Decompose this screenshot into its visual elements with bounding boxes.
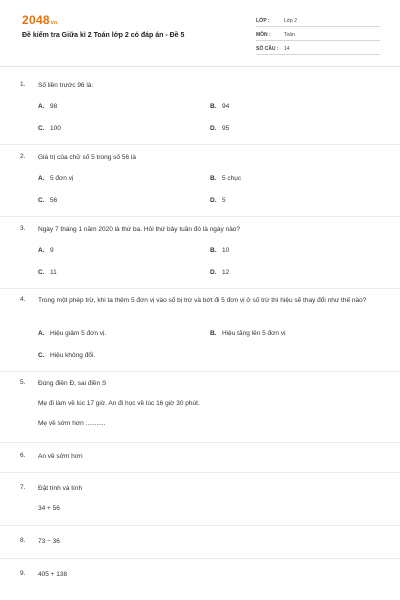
question-divider [0,442,400,443]
question-divider [0,472,400,473]
option-letter: B. [210,330,217,337]
question-text: Trong một phép trừ, khi ta thêm 5 đơn vị vào số bị trừ và bớt đi 5 đơn vị ở số trừ thì hiệu sẽ thay đổi như thế nào? [38,297,367,304]
site-logo[interactable] [22,13,57,27]
question-number: 7. [20,484,26,491]
meta-value: Toán [284,32,295,38]
option-letter: C. [38,352,45,359]
option-b[interactable] [210,330,286,337]
option-text: 95 [222,125,230,132]
option-d[interactable] [210,269,229,276]
question-divider [0,525,400,526]
option-text: 100 [50,125,61,132]
option-text: 5 chục [222,175,242,182]
meta-value: Lớp 2 [284,18,298,24]
exam-title: Đề kiểm tra Giữa kì 2 Toán lớp 2 có đáp án - Đề 5 [22,32,185,39]
page-header [0,0,400,66]
meta-label: SỐ CÂU : [256,46,279,52]
meta-row-subject [256,29,380,41]
question-text: Số liền trước 96 là: [38,82,94,89]
question-number: 8. [20,537,26,544]
question-divider [0,144,400,145]
option-b[interactable] [210,247,229,254]
question-number: 1. [20,81,26,88]
option-b[interactable] [210,175,241,182]
option-text: 5 [222,197,226,204]
option-a[interactable] [38,175,73,182]
option-text: 5 đơn vị [50,175,74,182]
question-divider [0,371,400,372]
option-text: 98 [50,103,58,110]
option-letter: A. [38,330,45,337]
option-a[interactable] [38,247,54,254]
option-c[interactable] [38,125,61,132]
option-letter: A. [38,175,45,182]
option-text: 9 [50,247,54,254]
question-text: 73 − 36 [38,538,60,545]
meta-row-class [256,15,380,27]
meta-row-count [256,43,380,55]
option-letter: B. [210,103,217,110]
option-text: 94 [222,103,230,110]
option-text: Hiệu không đổi. [50,352,96,359]
question-divider [0,558,400,559]
question-number: 2. [20,153,26,160]
question-number: 4. [20,296,26,303]
question-text: Giá trị của chữ số 5 trong số 56 là [38,154,136,161]
option-letter: C. [38,197,45,204]
option-letter: B. [210,247,217,254]
option-a[interactable] [38,330,106,337]
question-number: 5. [20,379,26,386]
logo-sub: vn [50,20,58,26]
option-text: Hiệu tăng lên 5 đơn vị [222,330,286,337]
option-text: 56 [50,197,58,204]
option-c[interactable] [38,269,57,276]
question-text: 405 + 138 [38,571,68,578]
meta-label: LỚP : [256,18,270,24]
meta-label: MÔN : [256,32,271,38]
question-text: Ngày 7 tháng 1 năm 2020 là thứ ba. Hỏi thứ bảy tuần đó là ngày nào? [38,226,241,233]
option-letter: D. [210,125,217,132]
option-text: Hiệu giảm 5 đơn vị. [50,330,107,337]
logo-main: 2048 [22,13,50,27]
option-letter: B. [210,175,217,182]
question-divider [0,288,400,289]
option-a[interactable] [38,103,57,110]
question-line: Mẹ đi làm về lúc 17 giờ. An đi học về lúc 16 giờ 30 phút. [38,400,200,407]
option-letter: C. [38,269,45,276]
question-text: Đúng điền Đ, sai điền S [38,380,107,387]
option-d[interactable] [210,125,229,132]
question-line: 34 + 56 [38,505,60,512]
option-text: 12 [222,269,230,276]
option-b[interactable] [210,103,229,110]
question-divider [0,216,400,217]
question-number: 3. [20,225,26,232]
option-text: 10 [222,247,230,254]
option-letter: A. [38,103,45,110]
option-c[interactable] [38,197,57,204]
option-letter: D. [210,197,217,204]
option-text: 11 [50,269,57,276]
option-letter: D. [210,269,217,276]
question-text: Đặt tính và tính [38,485,83,492]
option-c[interactable] [38,352,95,359]
option-d[interactable] [210,197,226,204]
question-number: 6. [20,452,26,459]
option-letter: C. [38,125,45,132]
question-number: 9. [20,570,26,577]
question-text: An về sớm hơn [38,453,83,460]
option-letter: A. [38,247,45,254]
header-divider [0,66,400,67]
meta-value: 14 [284,46,290,52]
question-line: Mẹ về sớm hơn ........... [38,420,106,427]
